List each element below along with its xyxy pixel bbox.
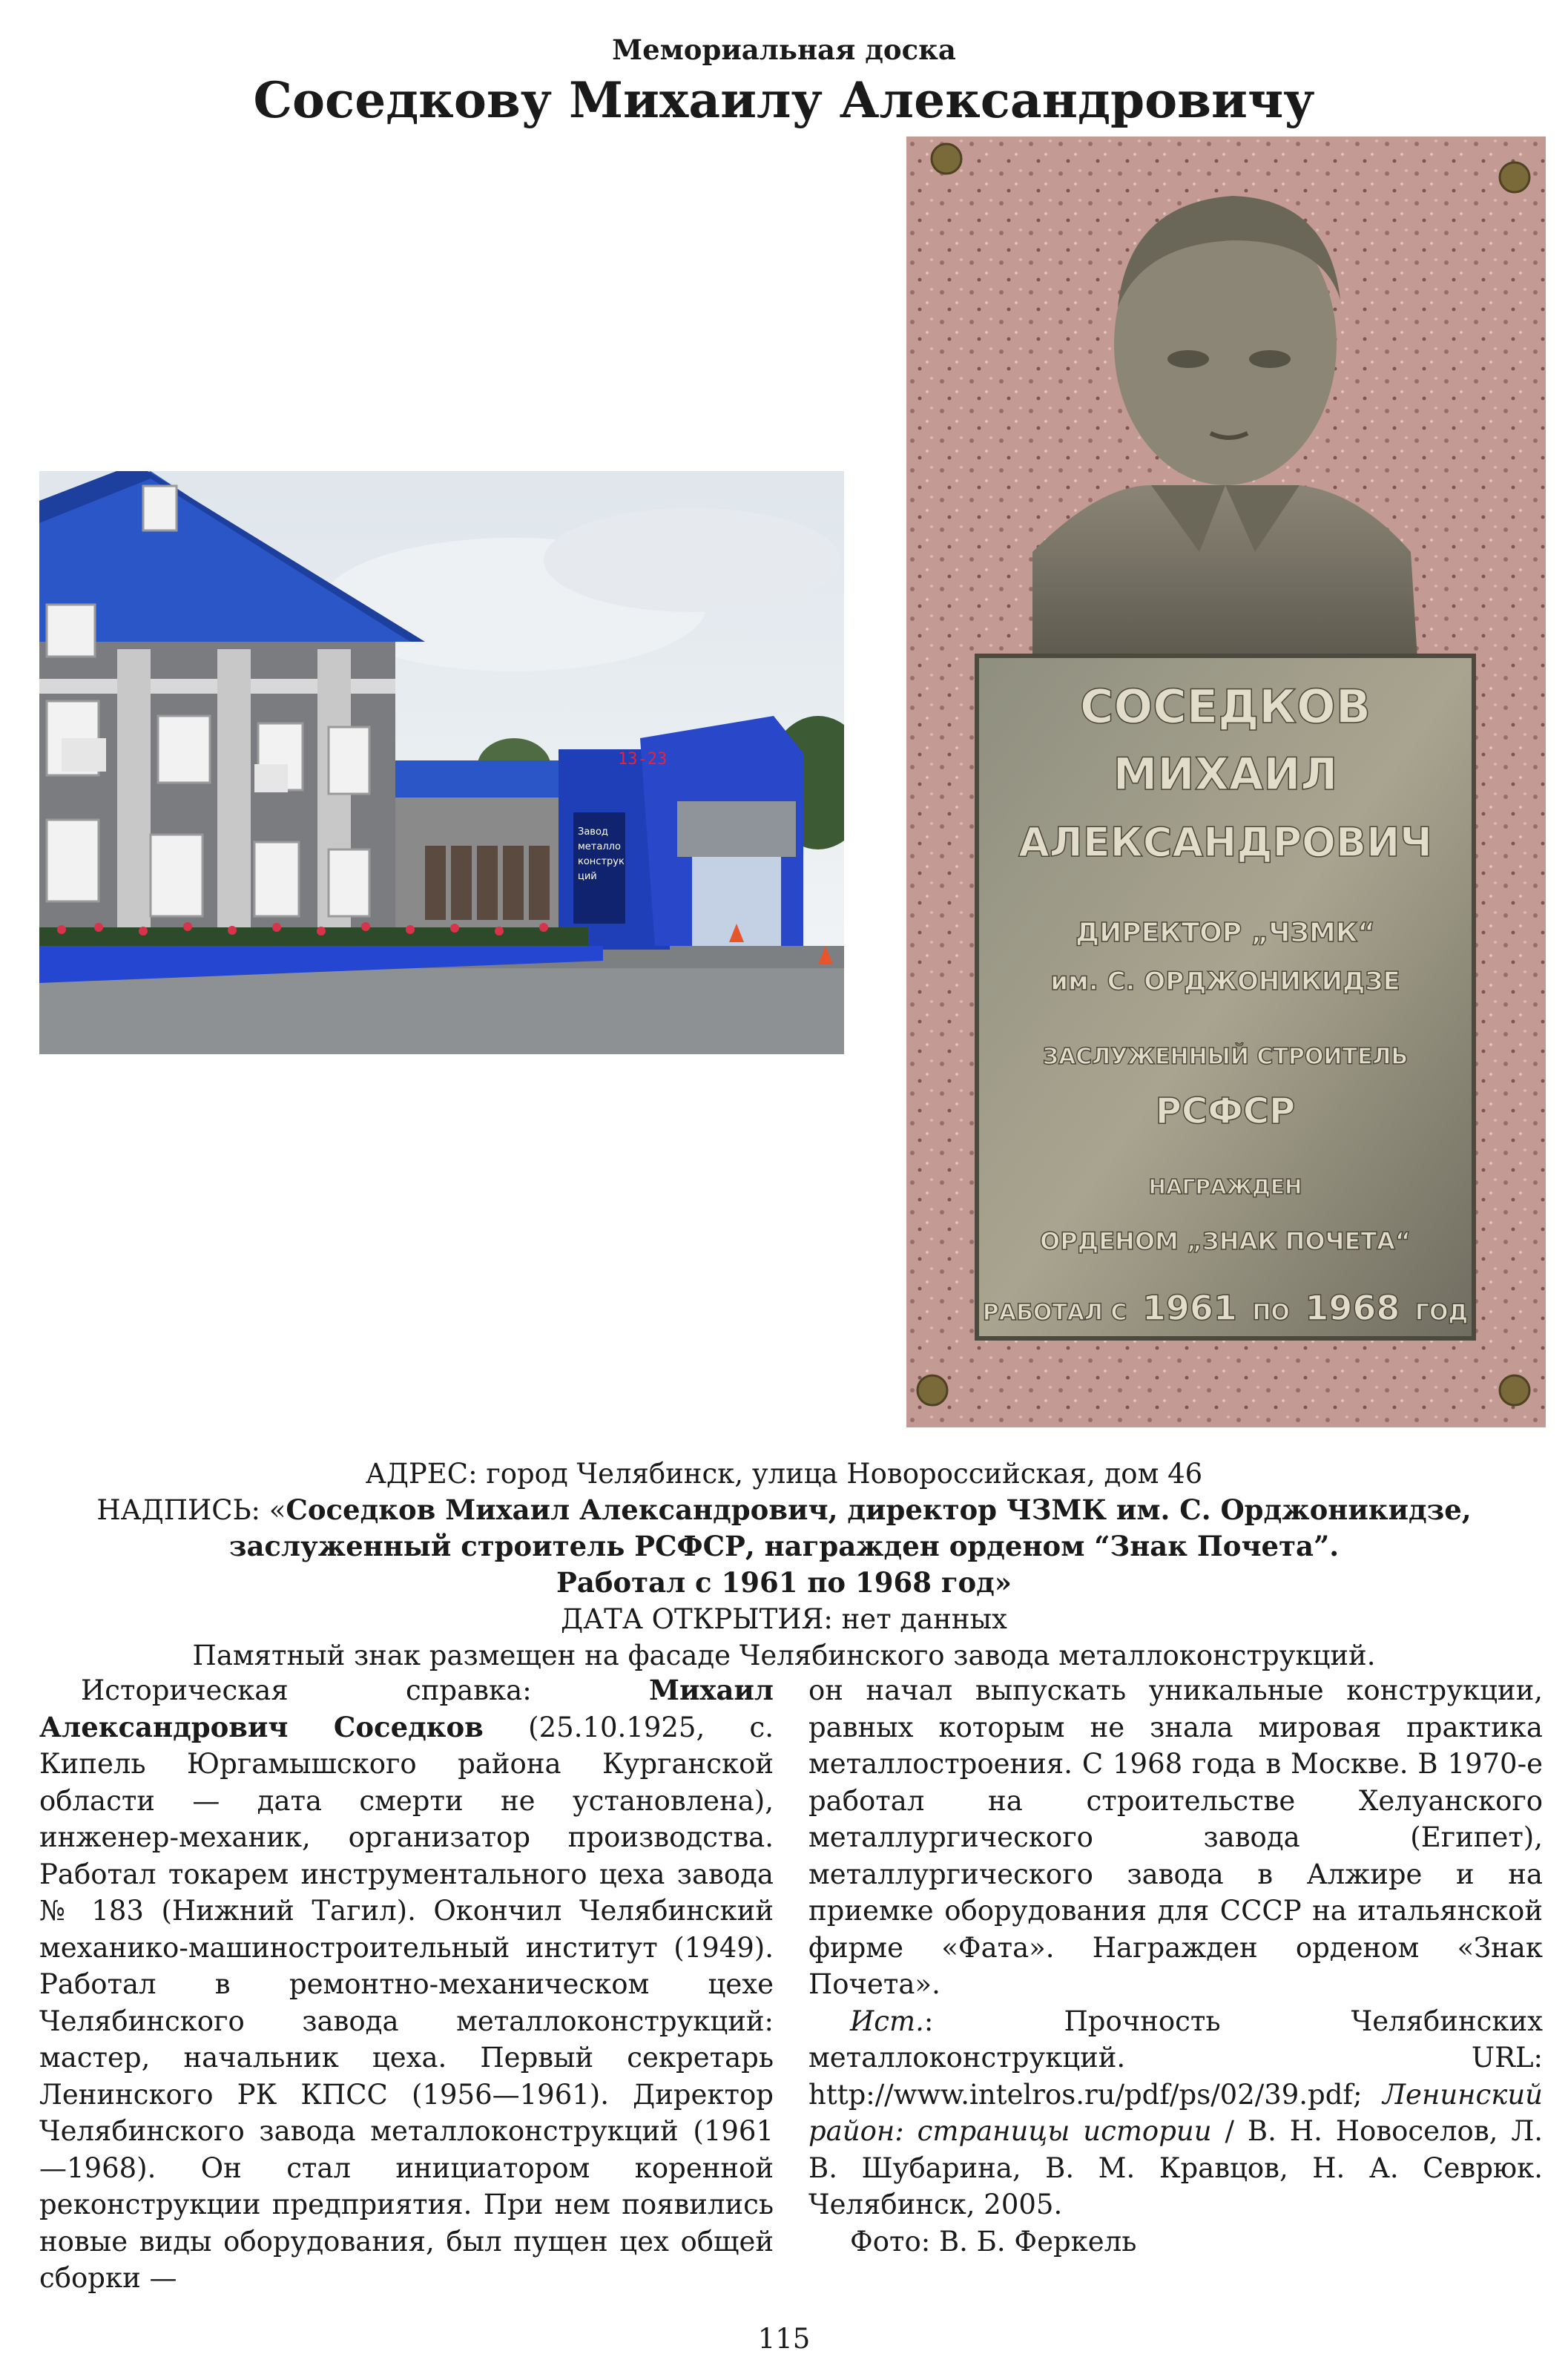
history-paragraph [39,1672,774,2297]
page-number: 115 [757,2323,811,2355]
history-text: (25.10.1925, с. Кипель Юргамышского района Курганской области — дата смерти не установлена), инженер-механик, организатор производства. Работал токарем инструментального цеха завода № 183 (Нижний Тагил). Окончил Челябинский механико-машиностроительный институт (1949). Работал в ремонтно-механическом цехе Челябинского завода металлоконструкций: мастер, начальник цеха. Первый секретарь Ленинского РК КПСС (1956—1961). Директор Челябинского завода металлоконструкций (1961—1968). Он стал инициатором коренной реконструкции предприятия. При нем появились новые виды оборудования, был пущен цех общей сборки — [39,1711,774,2294]
plaque-years-prefix: РАБОТАЛ С [982,1300,1127,1326]
sources-label: Ист. [850,2005,924,2037]
factory-clock: 13-23 [618,750,668,769]
history-column-left [39,1672,774,2297]
plaque-patronymic: АЛЕКСАНДРОВИЧ [1018,819,1432,866]
plaque-awarded: НАГРАЖДЕН [1148,1174,1302,1199]
history-person-name: Михаил Александрович Соседков [39,1674,774,1743]
inscription-close: » [994,1566,1012,1599]
page-subtitle: Мемориальная доска [612,33,956,66]
history-paragraph-continued: он начал выпускать уникальные конструкции, равных которым не знала мировая практика металлостроения. С 1968 года в Москве. В 1970-е работал на строительстве Хелуанского металлургического завода (Египет), металлургического завода в Алжире и на приемке оборудования для СССР на итальянской фирме «Фата». Награжден орденом «Знак Почета». [808,1674,1543,2000]
plaque-years-suffix: ГОД [1414,1300,1469,1326]
location-note: Памятный знак размещен на фасаде Челябинского завода металлоконструкций. [192,1640,1376,1671]
plaque-surname: СОСЕДКОВ [1080,680,1371,734]
plaque-honour: ЗАСЛУЖЕННЫЙ СТРОИТЕЛЬ [1042,1044,1409,1070]
sources-tail: / В. Н. Новоселов, Л. В. Шубарина, В. М. Кравцов, Н. А. Севрюк. Челябинск, 2005. [808,2115,1544,2220]
plaque-position: ДИРЕКТОР „ЧЗМК“ [1075,918,1375,948]
inscription-label: НАДПИСЬ: « [96,1494,286,1526]
factory-sign-line: ций [578,871,597,882]
factory-sign-line: металло [578,841,621,852]
inscription-text-3: Работал с 1961 по 1968 год [556,1566,995,1599]
history-column-right [808,1672,1543,2260]
plaque-rsfsr: РСФСР [1155,1091,1296,1132]
plaque-year-end: 1968 [1305,1288,1400,1328]
inscription-text-2: заслуженный строитель РСФСР, награжден орденом “Знак Почета”. [228,1530,1340,1562]
factory-sign-line: Завод [578,826,608,838]
sources-paragraph [808,2003,1543,2223]
plaque-year-start: 1961 [1142,1288,1237,1328]
opening-date: ДАТА ОТКРЫТИЯ: нет данных [561,1603,1007,1635]
plaque-name: МИХАИЛ [1113,749,1338,800]
history-label: Историческая справка: [81,1674,650,1706]
photo-credit: Фото: В. Б. Феркель [850,2225,1137,2258]
inscription-text-1: Соседков Михаил Александрович, директор ЧЗМК им. С. Орджоникидзе, [286,1493,1472,1526]
factory-sign-line: конструк [578,856,625,867]
inscription-line-3 [0,1565,1568,1601]
plaque-factory: им. С. ОРДЖОНИКИДЗЕ [1050,967,1400,996]
sources-italic: Ленинский район: страницы истории [808,2078,1543,2147]
plaque-caption [0,1456,1568,1674]
address-line: АДРЕС: город Челябинск, улица Новороссийская, дом 46 [365,1458,1203,1490]
plaque-illustration [906,137,1546,1427]
sources-text: : Прочность Челябинских металлоконструкций. URL: http://www.intelros.ru/pdf/ps/02/39.pdf; [808,2005,1543,2111]
factory-photo [39,471,844,1054]
inscription-line [0,1492,1568,1528]
page-title: Соседкову Михаилу Александровичу [253,71,1315,129]
memorial-plaque-photo [906,137,1546,1427]
factory-illustration [39,471,844,1054]
plaque-order: ОРДЕНОМ „ЗНАК ПОЧЕТА“ [1040,1227,1411,1255]
plaque-years-mid: ПО [1252,1300,1290,1326]
